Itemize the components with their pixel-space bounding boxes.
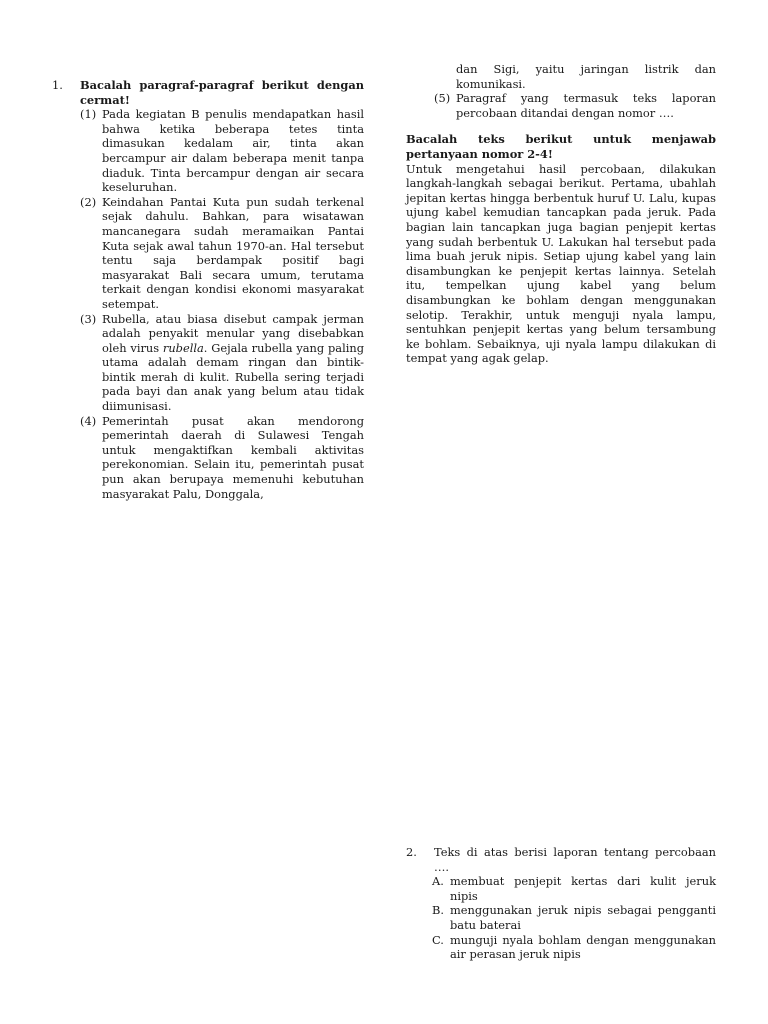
paragraph-item-3 bbox=[80, 312, 364, 414]
item-text: Pemerintah pusat akan mendorong pemerintah daerah di Sulawesi Tengah untuk mengaktifkan kembali aktivitas perekonomian. Selain itu, pemerintah pusat pun akan berupaya memenuhi kebutuhan masyarakat Palu, Donggala, bbox=[102, 413, 364, 501]
option-text: menggunakan jeruk nipis sebagai pengganti batu baterai bbox=[450, 903, 716, 932]
item-number: (1) bbox=[80, 107, 97, 122]
paragraph-item-5 bbox=[434, 91, 716, 120]
option-a[interactable] bbox=[432, 874, 716, 903]
item-number: (5) bbox=[434, 91, 451, 106]
right-column bbox=[406, 62, 716, 366]
question-prompt: Bacalah paragraf-paragraf berikut dengan cermat! bbox=[80, 78, 364, 107]
item-text: Pada kegiatan B penulis mendapatkan hasil bahwa ketika beberapa tetes tinta dimasukan kedalam air, tinta akan bercampur air dalam beberapa menit tanpa diaduk. Tinta bercampur dengan air secara keseluruhan. bbox=[102, 107, 364, 195]
reading-heading: Bacalah teks berikut untuk menjawab pertanyaan nomor 2-4! bbox=[406, 132, 716, 161]
option-text: membuat penjepit kertas dari kulit jeruk nipis bbox=[450, 874, 716, 903]
question-1 bbox=[52, 78, 364, 501]
item-text-part: . Gejala rubella yang paling utama adalah demam ringan dan bintik-bintik merah di kulit. Rubella sering terjadi pada bayi dan anak yang belum atau tidak diimunisasi. bbox=[102, 340, 364, 414]
question-number: 2. bbox=[406, 845, 417, 859]
item-text-italic: rubella bbox=[162, 340, 204, 355]
option-letter: C. bbox=[432, 932, 444, 947]
option-letter: B. bbox=[432, 903, 444, 918]
paragraph-item-2 bbox=[80, 195, 364, 312]
item-text: Keindahan Pantai Kuta pun sudah terkenal sejak dahulu. Bahkan, para wisatawan mancanegara sudah meramaikan Pantai Kuta sejak awal tahun 1970-an. Hal tersebut tentu saja berdampak positif bagi masyarakat Bali secara umum, terutama terkait dengan kondisi ekonomi masyarakat setempat. bbox=[102, 194, 364, 311]
answer-options bbox=[406, 874, 716, 962]
option-b[interactable] bbox=[432, 903, 716, 932]
reading-text: Untuk mengetahui hasil percobaan, dilakukan langkah-langkah sebagai berikut. Pertama, ubahlah jepitan kertas hingga berbentuk huruf U. Lalu, kupas ujung kabel kemudian tancapkan pada jeruk. Pada bagian lain tancapkan juga bagian penjepit kertas yang sudah berbentuk U. Lakukan hal tersebut pada lima buah jeruk nipis. Setiap ujung kabel yang lain disambungkan ke penjepit kertas lainnya. Setelah itu, tempelkan ujung kabel yang belum disambungkan ke bohlam dengan menggunakan selotip. Terakhir, untuk menguji nyala lampu, sentuhkan penjepit kertas yang belum tersambung ke bohlam. Sebaiknya, uji nyala lampu dilakukan di tempat yang agak gelap. bbox=[406, 161, 716, 366]
item-number: (2) bbox=[80, 194, 97, 209]
question-number: 1. bbox=[52, 78, 63, 92]
item-4-continued-text: dan Sigi, yaitu jaringan listrik dan komunikasi. bbox=[456, 62, 716, 91]
left-column bbox=[52, 78, 364, 501]
option-c[interactable] bbox=[432, 933, 716, 962]
item-text-part: Rubella, atau biasa disebut campak jerman adalah penyakit menular yang disebabkan oleh virus bbox=[102, 311, 364, 355]
item-text: Paragraf yang termasuk teks laporan percobaan ditandai dengan nomor …. bbox=[456, 91, 716, 120]
option-letter: A. bbox=[432, 874, 444, 889]
item-text bbox=[102, 312, 364, 414]
question-prompt: Teks di atas berisi laporan tentang percobaan …. bbox=[434, 845, 716, 874]
item-number: (4) bbox=[80, 413, 97, 428]
question-body bbox=[80, 78, 364, 501]
question-body bbox=[434, 845, 716, 874]
option-text: munguji nyala bohlam dengan menggunakan air perasan jeruk nipis bbox=[450, 932, 716, 962]
question-2 bbox=[406, 845, 716, 874]
question-1-continued bbox=[406, 62, 716, 120]
question-2-block bbox=[406, 845, 716, 962]
paragraph-item-4 bbox=[80, 414, 364, 502]
paragraph-item-1 bbox=[80, 107, 364, 195]
item-number: (3) bbox=[80, 311, 97, 326]
